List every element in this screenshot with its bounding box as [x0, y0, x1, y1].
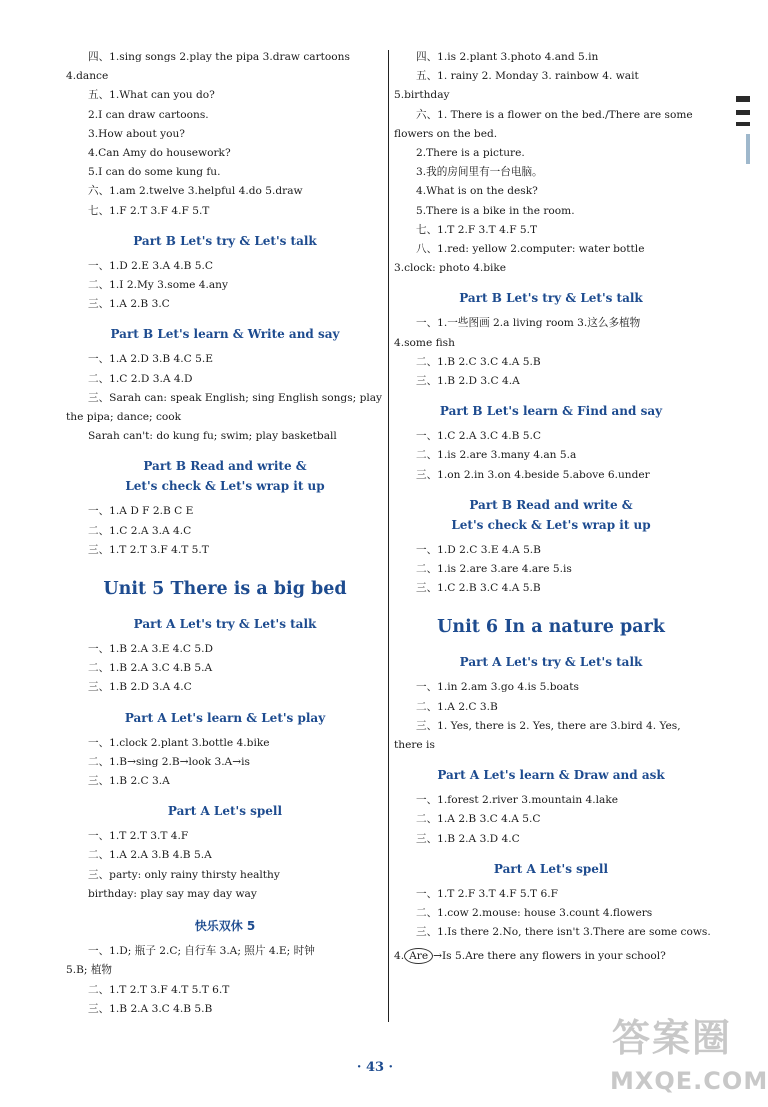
answer-line: 一、1.clock 2.plant 3.bottle 4.bike: [88, 736, 270, 749]
line-prefix: 4.: [394, 949, 405, 962]
answer-line: 七、1.F 2.T 3.F 4.F 5.T: [88, 204, 210, 217]
section-heading: Part B Read and write &: [469, 497, 633, 512]
answer-line: 二、1.cow 2.mouse: house 3.count 4.flowers: [416, 907, 653, 920]
answer-line: 三、1.A 2.B 3.C: [88, 298, 170, 311]
section-heading: Part A Let's spell: [167, 804, 283, 819]
answer-line: 二、1.A 2.C 3.B: [416, 700, 498, 713]
answer-line-continued: 3.clock: photo 4.bike: [394, 262, 507, 275]
section-heading: Let's check & Let's wrap it up: [451, 517, 651, 532]
answer-line: 二、1.is 2.are 3.are 4.are 5.is: [416, 563, 572, 576]
answer-line: 3.How about you?: [88, 127, 185, 140]
answer-line: 一、1.A D F 2.B C E: [88, 505, 194, 518]
answer-line: 一、1.D 2.C 3.E 4.A 5.B: [416, 543, 541, 556]
answer-line: 三、1.B 2.D 3.A 4.C: [88, 681, 192, 694]
answer-line: 四、1.is 2.plant 3.photo 4.and 5.in: [416, 51, 599, 63]
watermark-text-top: 答案圈: [612, 1016, 733, 1060]
answer-line: 五、1.What can you do?: [88, 89, 215, 102]
answer-line: 三、Sarah can: speak English; sing English songs; play: [88, 391, 383, 404]
section-heading: Part B Let's learn & Find and say: [439, 404, 663, 419]
answer-line: 5.I can do some kung fu.: [88, 166, 221, 179]
answer-line: 三、1.T 2.T 3.F 4.T 5.T: [88, 543, 209, 556]
answer-line: 八、1.red: yellow 2.computer: water bottle: [416, 243, 645, 256]
answer-line-continued: 4.some fish: [394, 336, 455, 349]
section-heading: Part B Let's learn & Write and say: [110, 327, 340, 342]
answer-line: 二、1.is 2.are 3.many 4.an 5.a: [416, 449, 577, 462]
edge-mark: [746, 134, 750, 164]
answer-line: 四、1.sing songs 2.play the pipa 3.draw cartoons: [88, 51, 350, 63]
section-heading-happy-weekend: 快乐双休 5: [194, 919, 256, 934]
answer-line: 二、1.C 2.A 3.A 4.C: [88, 524, 192, 537]
answer-line: 六、1.am 2.twelve 3.helpful 4.do 5.draw: [88, 185, 303, 198]
answer-line-continued: 5.B; 植物: [66, 964, 113, 977]
answer-line: 三、1.B 2.C 3.A: [88, 775, 170, 788]
answer-line: 一、1.forest 2.river 3.mountain 4.lake: [416, 794, 619, 807]
answer-line: Sarah can't: do kung fu; swim; play basketball: [88, 430, 337, 443]
column-divider: [388, 50, 389, 1022]
watermark-text-bottom: MXQE.COM: [610, 1067, 768, 1095]
answer-line: 三、party: only rainy thirsty healthy: [88, 868, 280, 881]
section-heading: Part A Let's try & Let's talk: [459, 655, 643, 670]
answer-line: 一、1.A 2.D 3.B 4.C 5.E: [88, 353, 213, 366]
left-column: [66, 48, 384, 1019]
section-heading: Part A Let's learn & Let's play: [124, 710, 326, 725]
answer-line: 三、1. Yes, there is 2. Yes, there are 3.bird 4. Yes,: [416, 719, 681, 732]
section-heading: Part B Let's try & Let's talk: [133, 233, 317, 248]
answer-line: 六、1. There is a flower on the bed./There are some: [416, 108, 693, 121]
watermark-logo: [602, 1007, 768, 1099]
answer-line: 5.There is a bike in the room.: [416, 204, 575, 217]
answer-line: [394, 947, 708, 966]
answer-line: 一、1.in 2.am 3.go 4.is 5.boats: [416, 681, 579, 694]
answer-line: 二、1.A 2.A 3.B 4.B 5.A: [88, 849, 212, 862]
answer-line-continued: the pipa; dance; cook: [66, 411, 182, 424]
answer-line: birthday: play say may day way: [88, 887, 257, 900]
answer-line: 二、1.A 2.B 3.C 4.A 5.C: [416, 813, 541, 826]
answer-line: 一、1.D 2.E 3.A 4.B 5.C: [88, 259, 213, 272]
answer-line: 4.Can Amy do housework?: [88, 147, 231, 160]
answer-line: 一、1.D; 瓶子 2.C; 自行车 3.A; 照片 4.E; 时钟: [88, 945, 315, 958]
answer-line: 一、1.C 2.A 3.C 4.B 5.C: [416, 430, 541, 443]
line-suffix: →Is 5.Are there any flowers in your school?: [433, 949, 666, 962]
answer-line: 三、1.B 2.A 3.D 4.C: [416, 832, 520, 845]
section-heading: Part B Read and write &: [143, 459, 307, 474]
section-heading: Part A Let's learn & Draw and ask: [437, 768, 665, 783]
edge-mark: [736, 96, 750, 102]
answer-line: 一、1.T 2.F 3.T 4.F 5.T 6.F: [416, 887, 558, 900]
unit-title: Unit 6 In a nature park: [437, 617, 665, 638]
answer-line: 3.我的房间里有一台电脑。: [416, 166, 543, 179]
section-heading: Let's check & Let's wrap it up: [125, 479, 325, 494]
edge-mark: [736, 122, 750, 126]
page-number: · 43 ·: [356, 1060, 394, 1075]
section-heading: Part A Let's try & Let's talk: [133, 617, 317, 632]
answer-line: 二、1.B 2.A 3.C 4.B 5.A: [88, 662, 213, 675]
answer-line: 三、1.B 2.D 3.C 4.A: [416, 375, 520, 388]
answer-line: 三、1.C 2.B 3.C 4.A 5.B: [416, 582, 541, 595]
answer-line: 三、1.B 2.A 3.C 4.B 5.B: [88, 1002, 213, 1015]
section-heading: Part B Let's try & Let's talk: [459, 291, 643, 306]
answer-line-continued: flowers on the bed.: [394, 127, 498, 140]
edge-mark: [736, 110, 750, 115]
answer-line: 二、1.C 2.D 3.A 4.D: [88, 372, 193, 385]
answer-line: 五、1. rainy 2. Monday 3. rainbow 4. wait: [416, 70, 639, 83]
answer-line: 2.There is a picture.: [416, 147, 525, 160]
answer-line-continued: 5.birthday: [394, 89, 450, 102]
answer-line: 一、1.T 2.T 3.T 4.F: [88, 830, 189, 843]
answer-line: 七、1.T 2.F 3.T 4.F 5.T: [416, 223, 538, 236]
answer-line: 一、1.一些图画 2.a living room 3.这么多植物: [416, 317, 641, 330]
right-column: [394, 48, 711, 966]
answer-line: 三、1.on 2.in 3.on 4.beside 5.above 6.under: [416, 468, 650, 481]
answer-line: 二、1.T 2.T 3.F 4.T 5.T 6.T: [88, 983, 230, 996]
answer-line: 二、1.I 2.My 3.some 4.any: [88, 279, 228, 292]
answer-line: 二、1.B 2.C 3.C 4.A 5.B: [416, 355, 541, 368]
answer-line-continued: 4.dance: [66, 70, 109, 83]
answer-line: 4.What is on the desk?: [416, 185, 538, 198]
circled-word: Are: [404, 948, 433, 964]
answer-line: 一、1.B 2.A 3.E 4.C 5.D: [88, 643, 213, 656]
answer-line: 三、1.Is there 2.No, there isn't 3.There are some cows.: [416, 926, 711, 939]
answer-line-continued: there is: [394, 739, 435, 752]
section-heading: Part A Let's spell: [493, 861, 609, 876]
unit-title: Unit 5 There is a big bed: [103, 579, 347, 600]
answer-line: 2.I can draw cartoons.: [88, 108, 209, 121]
answer-line: 二、1.B→sing 2.B→look 3.A→is: [88, 755, 250, 768]
